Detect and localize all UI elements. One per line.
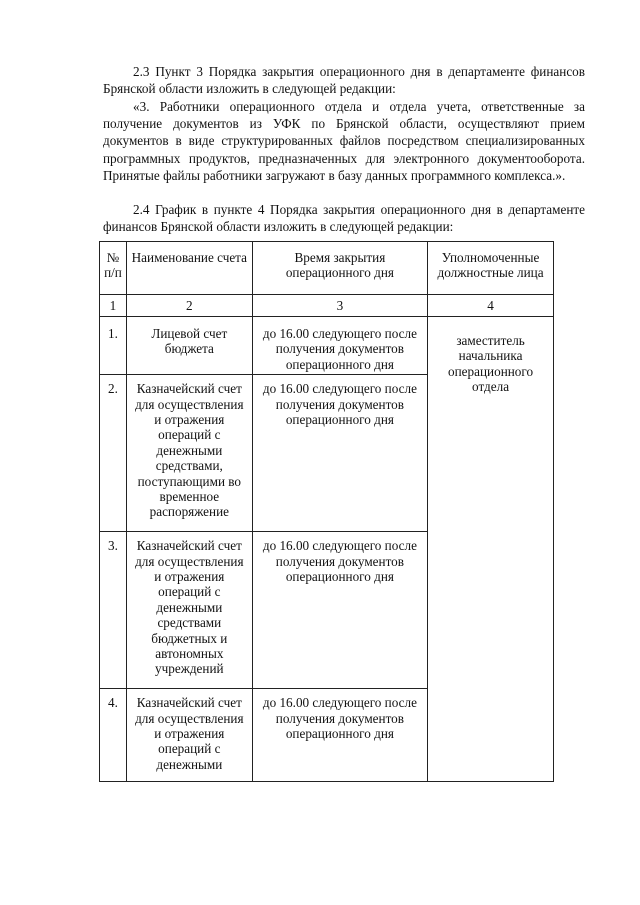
header-account: Наименование счета (126, 242, 252, 295)
row-time: до 16.00 следующего после получения документов операционного дня (252, 532, 427, 689)
row-account: Лицевой счет бюджета (126, 317, 252, 375)
row-number: 4. (100, 689, 127, 782)
schedule-table (99, 241, 554, 782)
row-number: 3. (100, 532, 127, 689)
responsible-officials: заместитель начальника операционного отдела (428, 317, 554, 782)
row-number: 2. (100, 375, 127, 532)
row-time: до 16.00 следующего после получения документов операционного дня (252, 375, 427, 532)
row-account: Казначейский счет для осуществления и отражения операций с денежными средствами бюджетных и автономных учреждений (126, 532, 252, 689)
table-header-row (100, 242, 554, 295)
row-time: до 16.00 следующего после получения документов операционного дня (252, 317, 427, 375)
paragraph-2-4: 2.4 График в пункте 4 Порядка закрытия операционного дня в департаменте финансов Брянской области изложить в следующей редакции: (103, 202, 585, 235)
header-responsible: Уполномоченные должностные лица (428, 242, 554, 295)
column-number: 1 (100, 295, 127, 317)
column-number: 2 (126, 295, 252, 317)
row-account: Казначейский счет для осуществления и отражения операций с денежными (126, 689, 252, 782)
column-number: 4 (428, 295, 554, 317)
header-num: № п/п (100, 242, 127, 295)
paragraph-2-3: 2.3 Пункт 3 Порядка закрытия операционного дня в департаменте финансов Брянской области изложить в следующей редакции: (103, 64, 585, 97)
header-time: Время закрытия операционного дня (252, 242, 427, 295)
column-number-row (100, 295, 554, 317)
row-account: Казначейский счет для осуществления и отражения операций с денежными средствами, поступающими во временное распоряжение (126, 375, 252, 532)
row-number: 1. (100, 317, 127, 375)
paragraph-quote-3: «3. Работники операционного отдела и отдела учета, ответственные за получение документов из УФК по Брянской области, осуществляют прием документов в виде структурированных файлов посредством специализированных программных продуктов, предназначенных для электронного документооборота. Принятые файлы работники загружают в базу данных программного комплекса.». (103, 99, 585, 183)
column-number: 3 (252, 295, 427, 317)
table-row (100, 317, 554, 375)
row-time: до 16.00 следующего после получения документов операционного дня (252, 689, 427, 782)
